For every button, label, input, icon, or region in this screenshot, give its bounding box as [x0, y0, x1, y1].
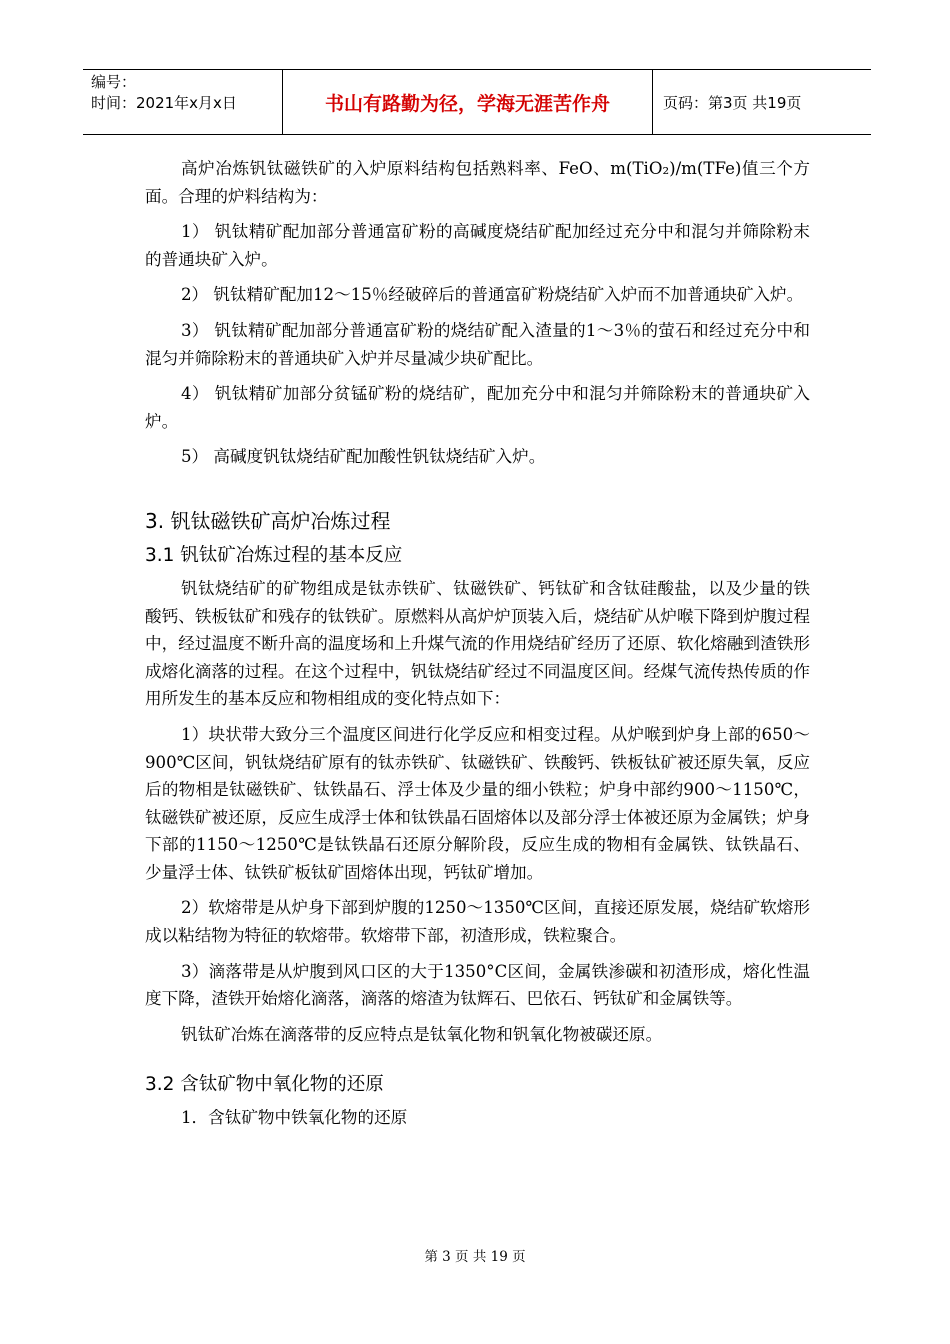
list-item-4: 4） 钒钛精矿加部分贫锰矿粉的烧结矿，配加充分中和混匀并筛除粉末的普通块矿入炉。 [145, 384, 810, 431]
section-3-1-paragraph-2: 1）块状带大致分三个温度区间进行化学反应和相变过程。从炉喉到炉身上部的650～900℃区间，钒钛烧结矿原有的钛赤铁矿、钛磁铁矿、铁酸钙、铁板钛矿被还原失氧，反应后的物相是钛磁铁矿、钛铁晶石、浮士体及少量的细小铁粒；炉身中部约900～1150℃，钛磁铁矿被还原，反应生成浮士体和钛铁晶石固熔体以及部分浮士体被还原为金属铁；炉身下部的1150～1250℃是钛铁晶石还原分解阶段，反应生成的物相有金属铁、钛铁晶石、少量浮士体、钛铁矿板钛矿固熔体出现，钙钛矿增加。 [145, 724, 810, 882]
header-page-info: 页码：第3页 共19页 [663, 93, 802, 112]
list-item-2: 2） 钒钛精矿配加12～15％经破碎后的普通富矿粉烧结矿入炉而不加普通块矿入炉。 [181, 285, 804, 305]
document-time-label: 时间：2021年x月x日 [91, 94, 237, 112]
section-3-1-paragraph-5: 钒钛矿冶炼在滴落带的反应特点是钛氧化物和钒氧化物被碳还原。 [181, 1024, 663, 1044]
section-3-heading: 3. 钒钛磁铁矿高炉冶炼过程 [145, 508, 391, 533]
page-footer: 第 3 页 共 19 页 [424, 1249, 526, 1265]
section-3-1-heading: 3.1 钒钛矿冶炼过程的基本反应 [145, 544, 403, 566]
section-3-2-heading: 3.2 含钛矿物中氧化物的还原 [145, 1074, 384, 1096]
list-item-3: 3） 钒钛精矿配加部分普通富矿粉的烧结矿配入渣量的1～3％的萤石和经过充分中和混匀并筛除粉末的普通块矿入炉并尽量减少块矿配比。 [145, 320, 810, 368]
section-3-1-paragraph-1: 钒钛烧结矿的矿物组成是钛赤铁矿、钛磁铁矿、钙钛矿和含钛硅酸盐，以及少量的铁酸钙、铁板钛矿和残存的钛铁矿。原燃料从高炉炉顶装入后，烧结矿从炉喉下降到炉腹过程中，经过温度不断升高的温度场和上升煤气流的作用烧结矿经历了还原、软化熔融到渣铁形成熔化滴落的过程。在这个过程中，钒钛烧结矿经过不同温度区间。经煤气流传热传质的作用所发生的基本反应和物相组成的变化特点如下： [145, 578, 810, 709]
intro-paragraph: 高炉冶炼钒钛磁铁矿的入炉原料结构包括熟料率、FeO、m(TiO₂)/m(TFe)值三个方面。合理的炉料结构为： [145, 159, 810, 206]
header-motto: 书山有路勤为径，学海无涯苦作舟 [282, 70, 653, 134]
list-item-5: 5） 高碱度钒钛烧结矿配加酸性钒钛烧结矿入炉。 [181, 447, 546, 467]
header-meta-cell [83, 70, 282, 134]
section-3-1-paragraph-3: 2）软熔带是从炉身下部到炉腹的1250～1350℃区间，直接还原发展，烧结矿软熔形成以粘结物为特征的软熔带。软熔带下部，初渣形成，铁粒聚合。 [145, 898, 810, 946]
page-header [83, 69, 871, 135]
list-item-1: 1） 钒钛精矿配加部分普通富矿粉的高碱度烧结矿配加经过充分中和混匀并筛除粉末的普通块矿入炉。 [145, 222, 810, 269]
section-3-1-paragraph-4: 3）滴落带是从炉腹到风口区的大于1350°C区间，金属铁渗碳和初渣形成，熔化性温度下降，渣铁开始熔化滴落，滴落的熔渣为钛辉石、巴依石、钙钛矿和金属铁等。 [145, 961, 810, 1009]
section-3-2-paragraph-1: 1．含钛矿物中铁氧化物的还原 [181, 1108, 408, 1128]
document-number-label: 编号： [91, 73, 137, 91]
document-body [145, 155, 810, 1132]
